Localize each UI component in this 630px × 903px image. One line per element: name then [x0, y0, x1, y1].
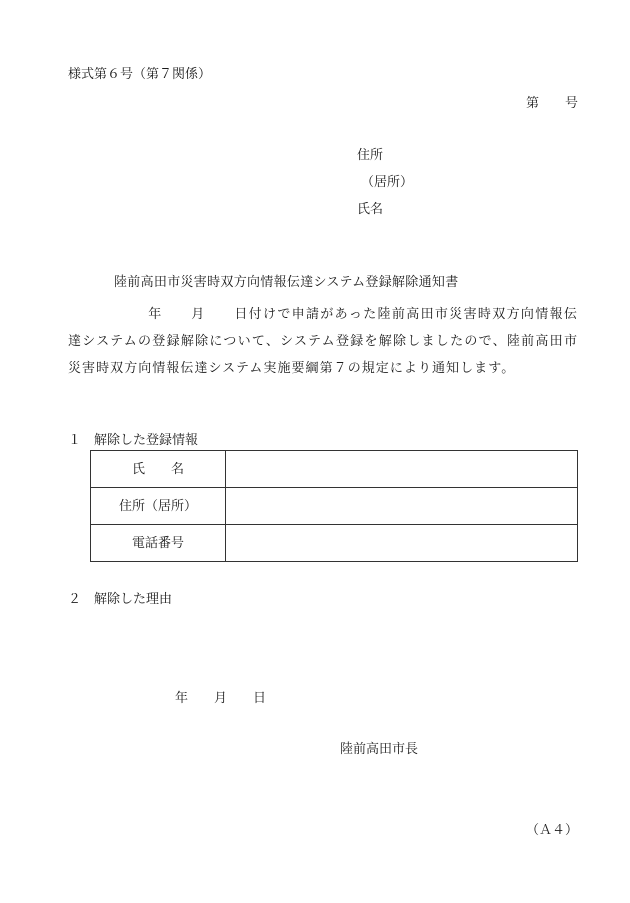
name-cell-label: 氏 名 — [91, 451, 226, 488]
document-number: 第 号 — [525, 96, 578, 111]
form-code: 様式第６号（第７関係） — [68, 67, 212, 82]
body-text: 日付けで申請があった陸前高田市災害時双方向情報伝達システムの登録解除について、システム登録を解除しましたので、陸前高田市災害時双方向情報伝達システム実施要綱第７の規定により通知します。 — [68, 307, 578, 376]
notice-body — [68, 301, 578, 382]
paper-size-label: （Ａ４） — [525, 823, 578, 838]
table-row — [91, 451, 578, 488]
document-title: 陸前高田市災害時双方向情報伝達システム登録解除通知書 — [114, 275, 459, 290]
body-date-prefix: 年 月 — [148, 307, 235, 322]
phone-cell-value — [226, 525, 578, 562]
section-1-heading: １ 解除した登録情報 — [68, 433, 199, 448]
phone-cell-label: 電話番号 — [91, 525, 226, 562]
signer-name: 陸前高田市長 — [340, 742, 419, 757]
name-cell-value — [226, 451, 578, 488]
table-row — [91, 488, 578, 525]
issue-date-line: 年 月 日 — [175, 691, 267, 706]
table-row — [91, 525, 578, 562]
address-cell-value — [226, 488, 578, 525]
registration-info-table — [90, 450, 578, 562]
recipient-address-label: 住所 — [357, 148, 384, 163]
recipient-residence-label: （居所） — [361, 175, 414, 190]
recipient-name-label: 氏名 — [357, 202, 384, 217]
address-cell-label: 住所（居所） — [91, 488, 226, 525]
section-2-heading: ２ 解除した理由 — [68, 592, 173, 607]
